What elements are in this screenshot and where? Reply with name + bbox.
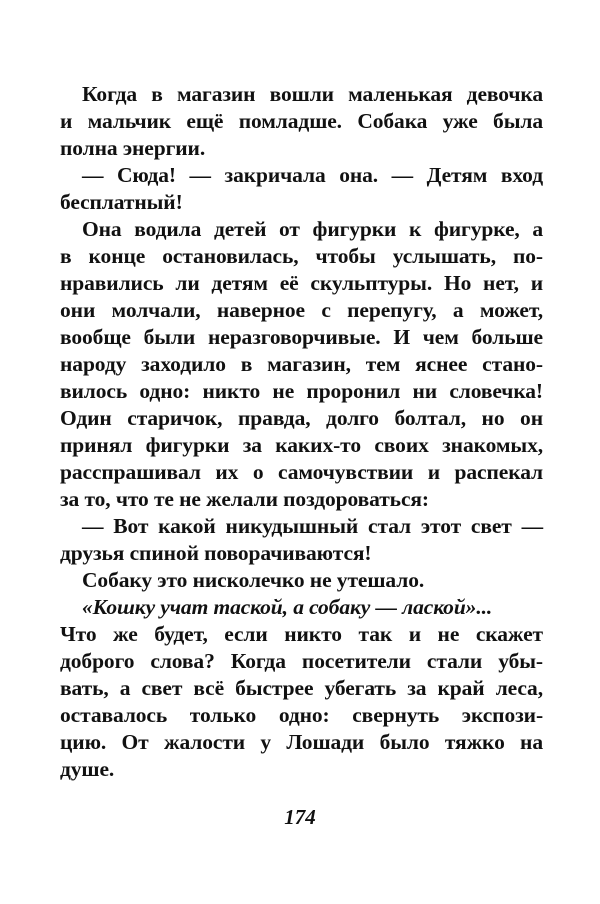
text-line: в конце остановилась, чтобы услышать, по-	[60, 244, 543, 268]
text-line: расспрашивал их о самочувствии и распекал	[60, 460, 543, 484]
text-line: Что же будет, если никто так и не скажет	[60, 622, 543, 646]
text-line: Собаку это нисколечко не утешало.	[82, 568, 425, 592]
text-line: доброго слова? Когда посетители стали убы-	[60, 649, 543, 673]
text-line: вать, а свет всё быстрее убегать за край леса,	[60, 676, 543, 700]
page-number: 174	[284, 805, 316, 829]
text-line: душе.	[60, 757, 115, 781]
text-line: нравились ли детям её скульптуры. Но нет, и	[60, 271, 543, 295]
text-line: — Сюда! — закричала она. — Детям вход	[82, 163, 543, 187]
text-line: оставалось только одно: свернуть экспози-	[60, 703, 543, 727]
text-line: полна энергии.	[60, 136, 206, 160]
text-line: они молчали, наверное с перепугу, а может,	[60, 298, 543, 322]
text-line: вообще были неразговорчивые. И чем больше	[60, 325, 543, 349]
text-line: народу заходило в магазин, тем яснее стано-	[60, 352, 543, 376]
text-line: и мальчик ещё помладше. Собака уже была	[60, 109, 543, 133]
text-line: бесплатный!	[60, 190, 183, 214]
text-line: Один старичок, правда, долго болтал, но он	[60, 406, 543, 430]
text-line-proverb: «Кошку учат таской, а собаку — лаской»...	[82, 595, 493, 619]
body-text	[60, 81, 543, 783]
text-line: принял фигурки за каких-то своих знакомых,	[60, 433, 543, 457]
text-line: цию. От жалости у Лошади было тяжко на	[60, 730, 543, 754]
text-line: вилось одно: никто не проронил ни словечка!	[60, 379, 543, 403]
text-line: Когда в магазин вошли маленькая девочка	[82, 82, 543, 106]
text-line: — Вот какой никудышный стал этот свет —	[82, 514, 543, 538]
text-line: Она водила детей от фигурки к фигурке, а	[82, 217, 543, 241]
text-line: за то, что те не желали поздороваться:	[60, 487, 429, 511]
text-line: друзья спиной поворачиваются!	[60, 541, 372, 565]
